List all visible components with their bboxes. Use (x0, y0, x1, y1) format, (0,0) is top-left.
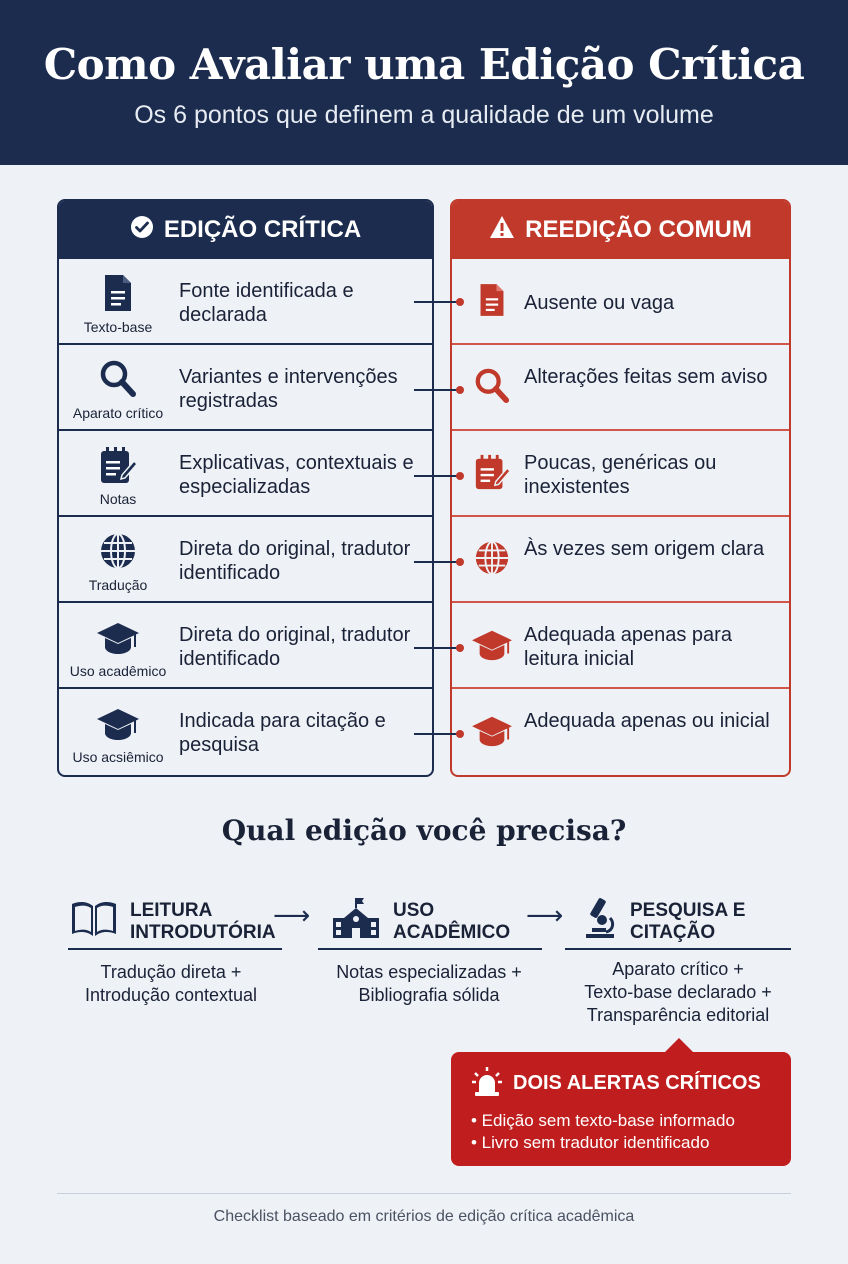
path-title (630, 900, 745, 944)
page-title: Como Avaliar uma Edição Crítica (43, 40, 805, 89)
criteria-text: Explicativas, contextuais e especializadas (179, 452, 414, 498)
criteria-row (59, 517, 432, 603)
criteria-label: Texto-base (83, 319, 153, 335)
criteria-label: Tradução (88, 577, 148, 593)
row-connector (414, 733, 458, 735)
arrow-right-icon: ⟶ (526, 901, 564, 931)
path-description (560, 958, 796, 1027)
document-icon (468, 281, 516, 323)
criteria-row (452, 345, 789, 431)
critical-edition-header (59, 201, 432, 259)
path-title-line: LEITURA (130, 900, 213, 921)
document-icon (59, 273, 177, 317)
notes-pencil-icon (59, 445, 177, 489)
graduation-cap-icon (59, 617, 177, 661)
criteria-text: Ausente ou vaga (524, 292, 675, 314)
row-connector (414, 475, 458, 477)
path-description-line: Introdução contextual (84, 985, 258, 1005)
graduation-cap-icon (468, 711, 516, 753)
path-description-line: Notas especializadas + (336, 962, 522, 982)
criteria-text: Poucas, genéricas ou inexistentes (524, 452, 717, 498)
school-building-icon (331, 896, 381, 944)
path-description-line: Transparência editorial (586, 1005, 770, 1025)
graduation-cap-icon (468, 625, 516, 667)
footer-divider (57, 1193, 791, 1194)
criteria-label: Uso acadêmico (69, 663, 167, 679)
check-circle-icon (130, 215, 154, 246)
connector-dot (456, 386, 464, 394)
critical-edition-column (57, 199, 434, 777)
connector-dot (456, 644, 464, 652)
critical-alerts-box (451, 1052, 791, 1166)
common-reedition-title: REEDIÇÃO COMUM (525, 216, 752, 243)
globe-icon (468, 539, 516, 581)
path-description (310, 961, 548, 1007)
criteria-row (59, 431, 432, 517)
connector-dot (456, 558, 464, 566)
row-connector (414, 647, 458, 649)
alert-item: • Livro sem tradutor identificado (471, 1133, 710, 1152)
connector-dot (456, 472, 464, 480)
header-banner (0, 0, 848, 165)
common-reedition-header (452, 201, 789, 259)
criteria-text: Direta do original, tradutor identificado (179, 538, 411, 584)
criteria-text: Fonte identificada e declarada (179, 280, 354, 326)
path-description-line: Texto-base declarado + (584, 982, 772, 1002)
path-description (58, 961, 284, 1007)
open-book-icon (70, 898, 118, 942)
criteria-label: Uso acsiêmico (72, 749, 164, 765)
criteria-label: Notas (99, 491, 137, 507)
criteria-text: Direta do original, tradutor identificado (179, 624, 411, 670)
row-connector (414, 301, 458, 303)
criteria-row (59, 603, 432, 689)
alert-item: • Edição sem texto-base informado (471, 1111, 735, 1130)
alert-list (471, 1110, 735, 1154)
siren-icon (471, 1066, 503, 1102)
criteria-text: Variantes e intervenções registradas (179, 366, 398, 412)
page-subtitle: Os 6 pontos que definem a qualidade de um volume (134, 101, 714, 129)
path-title-line: ACADÊMICO (393, 922, 511, 943)
path-title (130, 900, 276, 944)
magnifier-icon (59, 359, 177, 403)
path-underline (68, 948, 282, 950)
criteria-row (452, 689, 789, 775)
path-description-line: Tradução direta + (100, 962, 242, 982)
alert-title: DOIS ALERTAS CRÍTICOS (513, 1072, 761, 1094)
path-title-line: USO (393, 900, 435, 921)
row-connector (414, 561, 458, 563)
path-description-line: Aparato crítico + (612, 959, 744, 979)
criteria-row (59, 345, 432, 431)
globe-icon (59, 531, 177, 575)
path-title-line: CITAÇÃO (630, 922, 716, 943)
criteria-text: Adequada apenas ou inicial (524, 710, 770, 732)
path-title-line: INTRODUTÓRIA (130, 922, 276, 943)
microscope-icon (582, 896, 618, 944)
criteria-row (452, 603, 789, 689)
question-heading: Qual edição você precisa? (221, 814, 627, 847)
path-description-line: Bibliografia sólida (358, 985, 500, 1005)
path-title-line: PESQUISA E (630, 900, 746, 921)
connector-dot (456, 298, 464, 306)
criteria-text: Indicada para citação e pesquisa (179, 710, 386, 756)
path-underline (318, 948, 542, 950)
path-underline (565, 948, 791, 950)
common-reedition-column (450, 199, 791, 777)
notes-pencil-icon (468, 453, 516, 495)
criteria-row (59, 259, 432, 345)
criteria-row (59, 689, 432, 775)
graduation-cap-icon (59, 703, 177, 747)
criteria-row (452, 517, 789, 603)
criteria-text: Às vezes sem origem clara (524, 538, 765, 560)
row-connector (414, 389, 458, 391)
warning-triangle-icon (489, 215, 515, 246)
criteria-label: Aparato crítico (72, 405, 164, 421)
magnifier-icon (468, 367, 516, 409)
path-title (393, 900, 510, 944)
connector-dot (456, 730, 464, 738)
footer-note: Checklist baseado em critérios de edição crítica acadêmica (213, 1208, 635, 1225)
critical-edition-title: EDIÇÃO CRÍTICA (163, 216, 362, 243)
criteria-text: Alterações feitas sem aviso (524, 366, 768, 388)
criteria-text: Adequada apenas para leitura inicial (524, 624, 732, 670)
arrow-right-icon: ⟶ (273, 901, 311, 931)
criteria-row (452, 431, 789, 517)
criteria-row (452, 259, 789, 345)
